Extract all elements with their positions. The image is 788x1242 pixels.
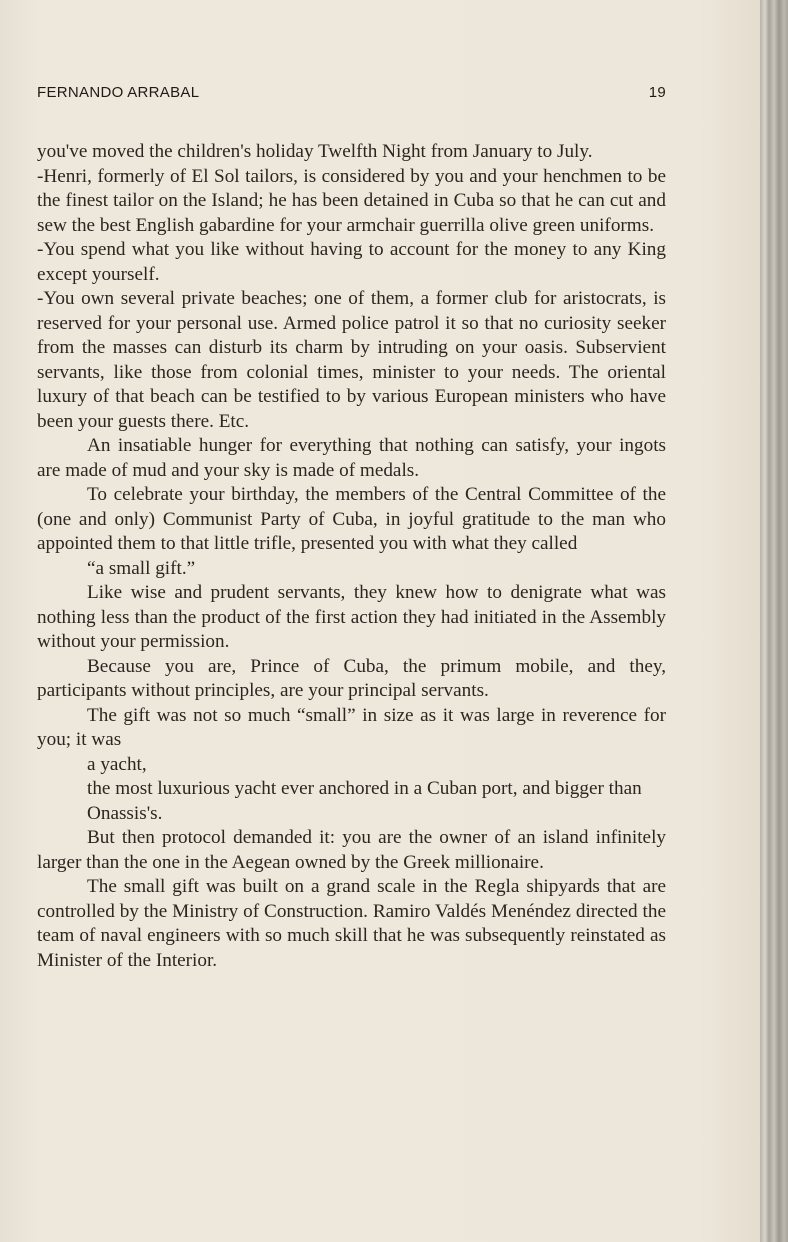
- paragraph: “a small gift.”: [87, 557, 196, 579]
- paragraph: Onassis's.: [87, 802, 163, 824]
- page-number: 19: [648, 84, 666, 101]
- paragraph: -You spend what you like without having to account for the money to any King except yourself.: [37, 239, 666, 285]
- paragraph: Because you are, Prince of Cuba, the primum mobile, and they, participants without principles, are your principal servants.: [37, 655, 666, 701]
- paragraph: Like wise and prudent servants, they knew how to denigrate what was nothing less than the product of the first action they had initiated in the Assembly without your permission.: [37, 582, 666, 652]
- paragraph: -Henri, formerly of El Sol tailors, is considered by you and your henchmen to be the finest tailor on the Island; he has been detained in Cuba so that he can cut and sew the best English gabardine for your armchair guerrilla olive green uniforms.: [37, 165, 666, 236]
- paragraph: you've moved the children's holiday Twelfth Night from January to July.: [37, 141, 593, 162]
- paragraph: To celebrate your birthday, the members of the Central Committee of the (one and only) Communist Party of Cuba, in joyful gratitude to the man who appointed them to that little trifle, presented you with what they called: [37, 484, 666, 554]
- paragraph: But then protocol demanded it: you are the owner of an island infinitely larger than the one in the Aegean owned by the Greek millionaire.: [37, 827, 666, 873]
- paragraph: The small gift was built on a grand scale in the Regla shipyards that are controlled by the Ministry of Construction. Ramiro Valdés Menéndez directed the team of naval engineers with so much skill that he was subsequently reinstated as Minister of the Interior.: [37, 876, 666, 971]
- paragraph: An insatiable hunger for everything that nothing can satisfy, your ingots are made of mud and your sky is made of medals.: [37, 435, 666, 481]
- paragraph: The gift was not so much “small” in size as it was large in reverence for you; it was: [37, 704, 666, 750]
- paragraph: a yacht,: [87, 753, 147, 775]
- running-head-author: FERNANDO ARRABAL: [37, 84, 200, 101]
- paragraph: -You own several private beaches; one of them, a former club for aristocrats, is reserved for your personal use. Armed police patrol it so that no curiosity seeker from the masses can disturb its charm by intruding on your oasis. Subservient servants, like those from colonial times, minister to your needs. The oriental luxury of that beach can be testified to by various European ministers who have been your guests there. Etc.: [37, 288, 666, 432]
- paragraph: the most luxurious yacht ever anchored in a Cuban port, and bigger than: [87, 778, 642, 799]
- body-text: [37, 140, 666, 973]
- book-spine-edge: [760, 0, 788, 1242]
